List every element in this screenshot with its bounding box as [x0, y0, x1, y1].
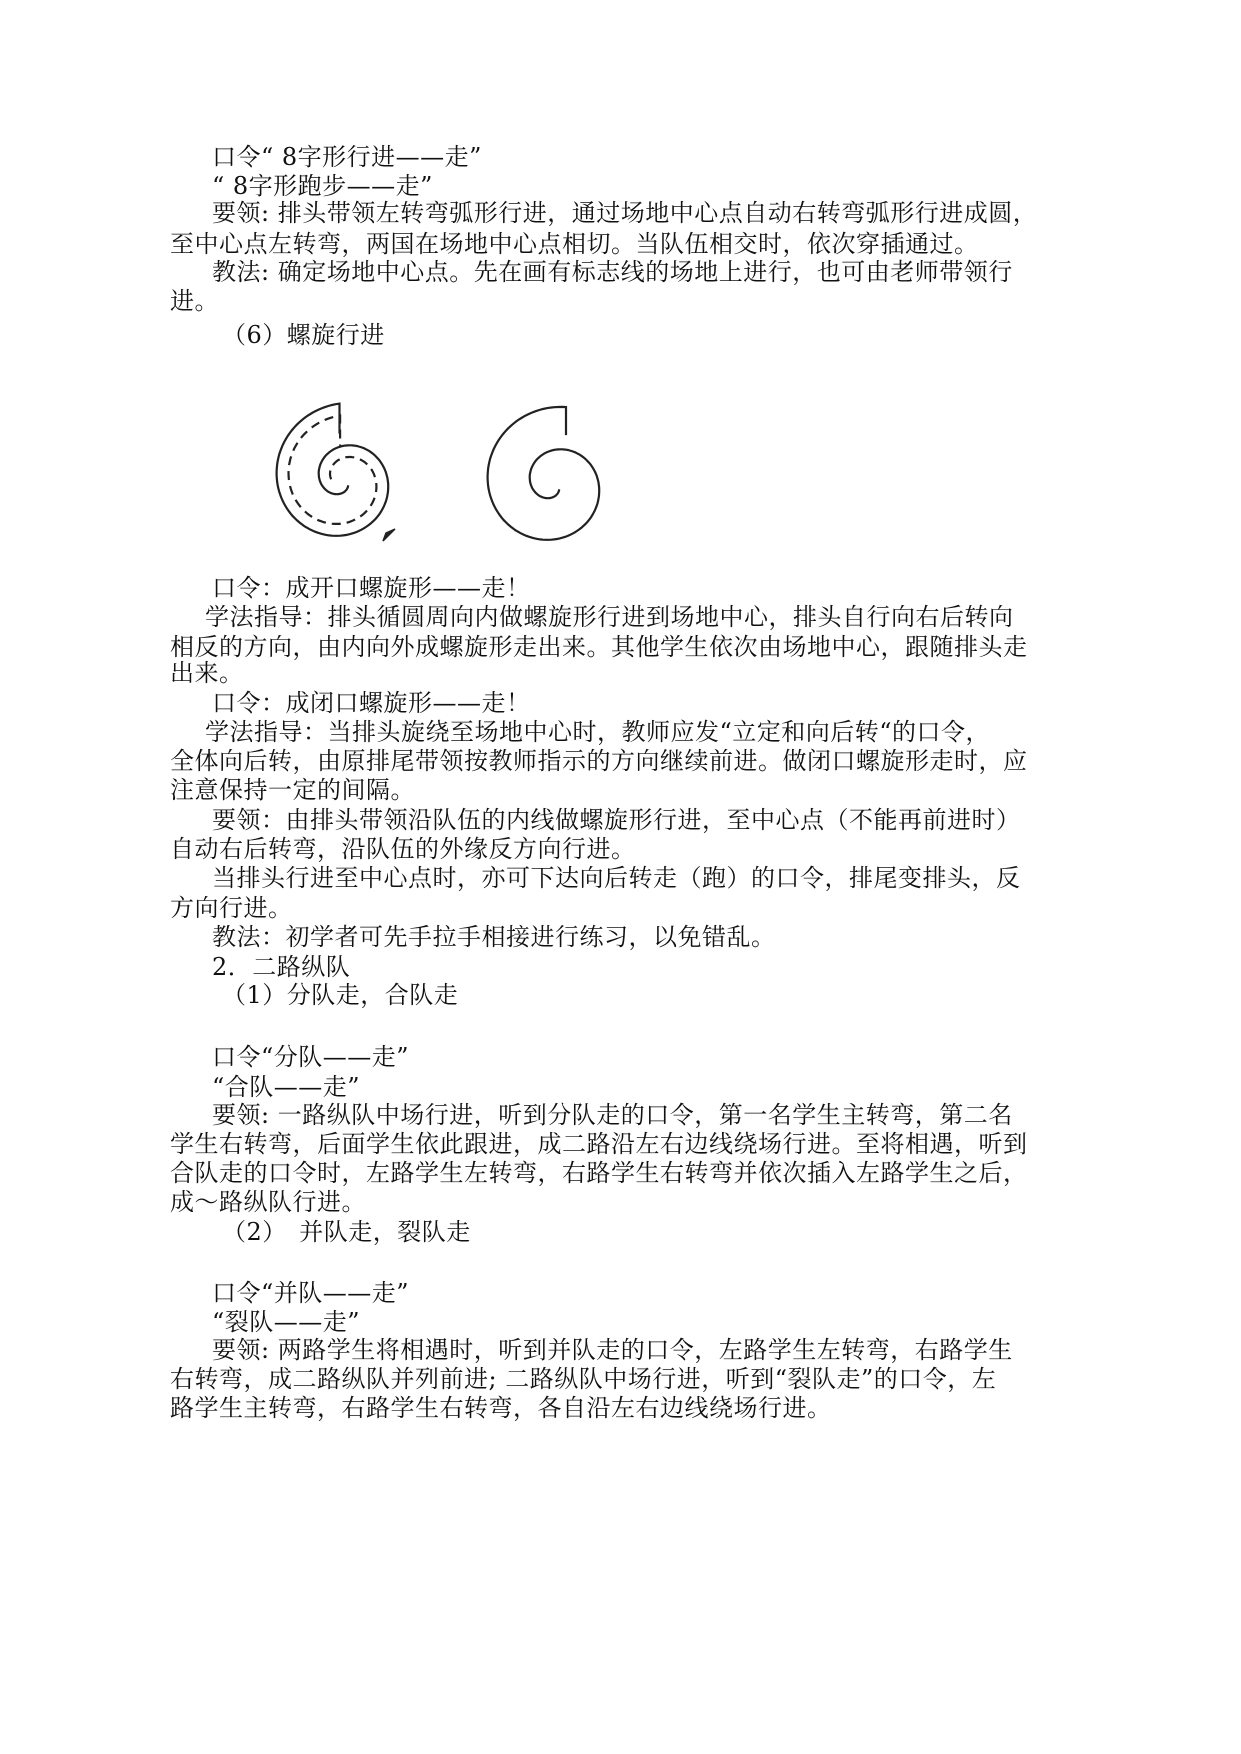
text-line: 学法指导：排头循圆周向内做螺旋形行进到场地中心，排头自行向右后转向: [205, 603, 1014, 631]
open-spiral-diagram: [255, 400, 435, 570]
text-line: （1）分队走，合队走: [222, 981, 459, 1009]
text-line: 学法指导：当排头旋绕至场地中心时，教师应发“立定和向后转“的口令，: [205, 718, 991, 746]
text-line: 要领: 排头带领左转弯弧形行进，通过场地中心点自动右转弯弧形行进成圆，: [212, 199, 1038, 227]
text-line: 至中心点左转弯，两国在场地中心点相切。当队伍相交时，依次穿插通过。: [170, 230, 979, 258]
text-line: 教法: 确定场地中心点。先在画有标志线的场地上进行，也可由老师带领行: [212, 258, 1013, 286]
closed-spiral-diagram: [468, 404, 648, 574]
text-line: 全体向后转，由原排尾带领按教师指示的方向继续前进。做闭口螺旋形走时，应: [170, 747, 1028, 775]
text-line: 当排头行进至中心点时，亦可下达向后转走（跑）的口令，排尾变排头，反: [212, 864, 1021, 892]
spiral-solid-path: [488, 407, 600, 540]
text-line: 口令“分队——走”: [212, 1043, 410, 1071]
text-line: 口令“并队——走”: [212, 1279, 410, 1307]
text-line: （2） 并队走，裂队走: [222, 1218, 471, 1246]
text-line: 口令：成开口螺旋形——走！: [212, 574, 531, 602]
text-line: “合队——走”: [212, 1073, 361, 1101]
text-line: 口令：成闭口螺旋形——走！: [212, 689, 531, 717]
text-line: 口令“ 8字形行进——走”: [212, 143, 482, 171]
text-line: 学生右转弯，后面学生依此跟进，成二路沿左右边线绕场行进。至将相遇，听到: [170, 1130, 1028, 1158]
arrow-head-icon: [383, 529, 395, 541]
text-line: 要领: 两路学生将相遇时，听到并队走的口令，左路学生左转弯，右路学生: [212, 1336, 1013, 1364]
text-line: （6）螺旋行进: [222, 321, 385, 349]
text-line: “裂队——走”: [212, 1308, 361, 1336]
text-line: 成～路纵队行进。: [170, 1188, 366, 1216]
text-line: 注意保持一定的间隔。: [170, 776, 415, 804]
text-line: 方向行进。: [170, 894, 293, 922]
text-line: 右转弯，成二路纵队并列前进; 二路纵队中场行进，听到“裂队走”的口令，左: [170, 1365, 997, 1393]
text-line: 合队走的口令时，左路学生左转弯，右路学生右转弯并依次插入左路学生之后，: [170, 1159, 1028, 1187]
text-line: 相反的方向，由内向外成螺旋形走出来。其他学生依次由场地中心，跟随排头走: [170, 633, 1028, 661]
spiral-dashed-path: [289, 416, 377, 524]
text-line: “ 8字形跑步——走”: [212, 172, 433, 200]
text-line: 自动右后转弯，沿队伍的外缘反方向行进。: [170, 835, 636, 863]
text-line: 教法：初学者可先手拉手相接进行练习，以免错乱。: [212, 923, 776, 951]
text-line: 要领: 一路纵队中场行进，听到分队走的口令，第一名学生主转弯，第二名: [212, 1101, 1013, 1129]
text-line: 路学生主转弯，右路学生右转弯，各自沿左右边线绕场行进。: [170, 1394, 832, 1422]
text-line: 出来。: [170, 659, 244, 687]
text-line: 进。: [170, 287, 219, 315]
text-line: 2．二路纵队: [212, 953, 351, 981]
text-line: 要领：由排头带领沿队伍的内线做螺旋形行进，至中心点（不能再前进时）: [212, 806, 1021, 834]
